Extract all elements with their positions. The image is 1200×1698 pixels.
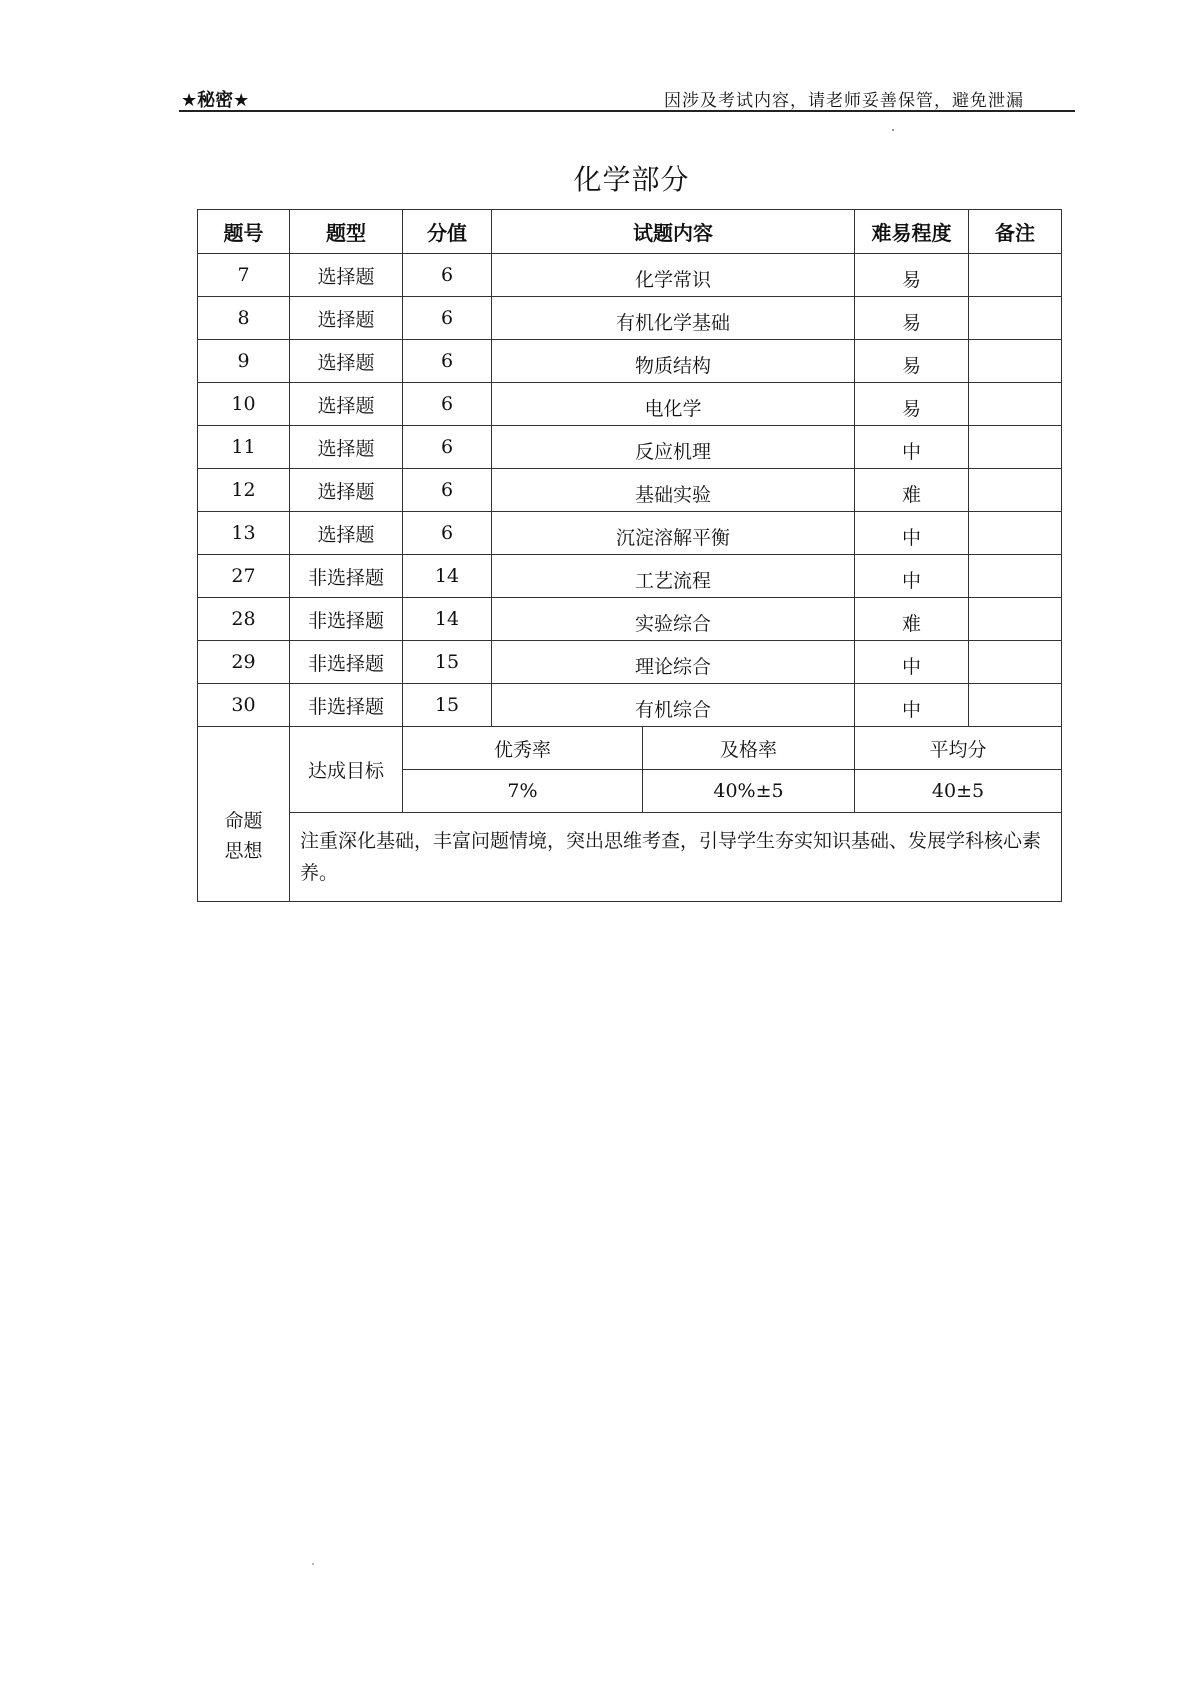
cell-question-type-text: 选择题 [317, 437, 375, 460]
cell-score-text: 15 [434, 694, 460, 716]
cell-score [403, 426, 492, 469]
cell-score [403, 641, 492, 684]
cell-question-no [198, 512, 290, 555]
cell-question-no-text: 9 [237, 350, 250, 372]
table-row [198, 555, 1062, 598]
table-row [198, 512, 1062, 555]
cell-score-text: 6 [440, 393, 454, 415]
cell-note [969, 598, 1062, 641]
cell-question-no-text: 30 [231, 694, 256, 716]
metric-name-average: 平均分 [855, 727, 1062, 770]
cell-note [969, 641, 1062, 684]
cell-score-text: 15 [434, 651, 460, 673]
header-rule [179, 110, 1075, 112]
cell-question-no-text: 12 [231, 479, 256, 501]
cell-score-text: 6 [440, 264, 454, 286]
cell-question-no [198, 469, 290, 512]
cell-question-type [290, 297, 403, 340]
col-header-note: 备注 [969, 210, 1062, 254]
table-row [198, 641, 1062, 684]
cell-difficulty-text: 中 [901, 440, 921, 463]
cell-difficulty-text: 中 [901, 526, 921, 549]
cell-difficulty-text: 难 [901, 612, 921, 635]
scan-speck [892, 129, 894, 131]
cell-question-type [290, 512, 403, 555]
cell-content-text: 实验综合 [634, 612, 711, 635]
table-row [198, 383, 1062, 426]
cell-difficulty [855, 383, 969, 426]
cell-difficulty-text: 难 [901, 483, 921, 506]
cell-question-type-text: 选择题 [317, 480, 375, 503]
cell-note [969, 684, 1062, 727]
cell-content [492, 641, 855, 684]
col-header-difficulty: 难易程度 [855, 210, 969, 254]
cell-score-text: 6 [440, 479, 454, 501]
cell-difficulty-text: 中 [901, 655, 921, 678]
cell-question-type-text: 非选择题 [307, 609, 384, 632]
cell-content [492, 426, 855, 469]
goal-label: 达成目标 [290, 727, 403, 813]
cell-difficulty-text: 易 [901, 311, 921, 334]
cell-content-text: 电化学 [644, 397, 702, 420]
cell-question-no [198, 254, 290, 297]
cell-content-text: 工艺流程 [634, 569, 711, 592]
cell-question-type-text: 选择题 [317, 308, 375, 331]
cell-question-type-text: 选择题 [317, 265, 375, 288]
cell-score-text: 6 [440, 522, 454, 544]
cell-note [969, 383, 1062, 426]
table-row [198, 469, 1062, 512]
cell-content-text: 物质结构 [634, 354, 711, 377]
cell-content [492, 297, 855, 340]
table-row [198, 254, 1062, 297]
design-philosophy: 注重深化基础，丰富问题情境，突出思维考查，引导学生夯实知识基础、发展学科核心素养。 [290, 813, 1062, 902]
page-title: 化学部分 [573, 163, 690, 196]
cell-difficulty [855, 684, 969, 727]
design-row-metrics [198, 727, 1062, 770]
cell-note [969, 297, 1062, 340]
cell-question-no-text: 8 [237, 307, 250, 329]
cell-difficulty-text: 中 [901, 698, 921, 721]
cell-score [403, 254, 492, 297]
cell-difficulty-text: 易 [901, 354, 921, 377]
col-header-type: 题型 [290, 210, 403, 254]
metric-value-average: 40±5 [855, 770, 1062, 813]
cell-content [492, 598, 855, 641]
cell-question-no [198, 426, 290, 469]
confidentiality-notice: 因涉及考试内容，请老师妥善保管，避免泄漏 [664, 91, 1024, 111]
cell-score [403, 598, 492, 641]
cell-question-no [198, 555, 290, 598]
cell-difficulty [855, 641, 969, 684]
cell-question-type [290, 340, 403, 383]
cell-question-no-text: 29 [231, 651, 256, 673]
cell-question-type-text: 非选择题 [307, 695, 384, 718]
cell-question-no [198, 340, 290, 383]
cell-question-type [290, 426, 403, 469]
cell-score [403, 383, 492, 426]
cell-question-no-text: 11 [231, 436, 256, 458]
cell-score [403, 684, 492, 727]
cell-question-no [198, 383, 290, 426]
col-header-score: 分值 [403, 210, 492, 254]
exam-spec-table [197, 209, 1062, 902]
cell-question-type [290, 383, 403, 426]
cell-content [492, 512, 855, 555]
cell-note [969, 254, 1062, 297]
cell-question-type [290, 598, 403, 641]
cell-score [403, 340, 492, 383]
cell-question-type [290, 555, 403, 598]
design-label [198, 727, 290, 902]
cell-content-text: 化学常识 [634, 268, 711, 291]
cell-question-type-text: 非选择题 [307, 566, 384, 589]
cell-question-type [290, 684, 403, 727]
cell-question-type-text: 非选择题 [307, 652, 384, 675]
cell-note [969, 340, 1062, 383]
cell-difficulty [855, 512, 969, 555]
table-row [198, 340, 1062, 383]
cell-note [969, 555, 1062, 598]
metric-name-pass: 及格率 [643, 727, 855, 770]
cell-difficulty [855, 297, 969, 340]
cell-note [969, 512, 1062, 555]
cell-content-text: 基础实验 [634, 483, 711, 506]
cell-score [403, 297, 492, 340]
cell-score-text: 14 [434, 565, 460, 587]
cell-question-type [290, 641, 403, 684]
cell-score-text: 6 [440, 436, 454, 458]
cell-note [969, 469, 1062, 512]
cell-question-no-text: 28 [231, 608, 256, 630]
cell-question-type-text: 选择题 [317, 523, 375, 546]
cell-score-text: 6 [440, 350, 454, 372]
cell-difficulty [855, 426, 969, 469]
cell-question-type [290, 469, 403, 512]
table-row [198, 598, 1062, 641]
cell-score [403, 512, 492, 555]
cell-content-text: 有机化学基础 [615, 311, 730, 334]
cell-content [492, 383, 855, 426]
metric-value-pass: 40%±5 [643, 770, 855, 813]
cell-score-text: 6 [440, 307, 454, 329]
table-row [198, 426, 1062, 469]
cell-difficulty [855, 340, 969, 383]
confidential-mark: ★秘密★ [181, 90, 250, 111]
cell-question-type-text: 选择题 [317, 394, 375, 417]
cell-content [492, 254, 855, 297]
cell-difficulty [855, 598, 969, 641]
cell-content-text: 反应机理 [634, 440, 711, 463]
col-header-content: 试题内容 [492, 210, 855, 254]
metric-name-excellent: 优秀率 [403, 727, 643, 770]
cell-content [492, 340, 855, 383]
design-row-philosophy [198, 813, 1062, 902]
cell-score [403, 555, 492, 598]
cell-note [969, 426, 1062, 469]
scan-speck [312, 1563, 314, 1565]
cell-difficulty [855, 555, 969, 598]
cell-question-no [198, 297, 290, 340]
col-header-no: 题号 [198, 210, 290, 254]
cell-difficulty-text: 易 [901, 397, 921, 420]
cell-content-text: 沉淀溶解平衡 [615, 526, 730, 549]
table-row [198, 684, 1062, 727]
cell-content [492, 555, 855, 598]
table-header-row [198, 210, 1062, 254]
cell-question-no-text: 10 [231, 393, 256, 415]
cell-content [492, 684, 855, 727]
cell-question-no-text: 7 [237, 264, 250, 286]
cell-score [403, 469, 492, 512]
cell-question-no-text: 27 [231, 565, 256, 587]
cell-question-type-text: 选择题 [317, 351, 375, 374]
cell-question-no [198, 598, 290, 641]
cell-score-text: 14 [434, 608, 460, 630]
cell-question-no-text: 13 [231, 522, 256, 544]
cell-content-text: 理论综合 [634, 655, 711, 678]
metric-value-excellent: 7% [403, 770, 643, 813]
cell-difficulty [855, 469, 969, 512]
cell-content [492, 469, 855, 512]
cell-question-type [290, 254, 403, 297]
design-label-text: 命题思想 [224, 810, 263, 862]
cell-difficulty-text: 中 [901, 569, 921, 592]
cell-question-no [198, 684, 290, 727]
cell-difficulty-text: 易 [901, 268, 921, 291]
cell-difficulty [855, 254, 969, 297]
cell-question-no [198, 641, 290, 684]
cell-content-text: 有机综合 [634, 698, 711, 721]
table-row [198, 297, 1062, 340]
